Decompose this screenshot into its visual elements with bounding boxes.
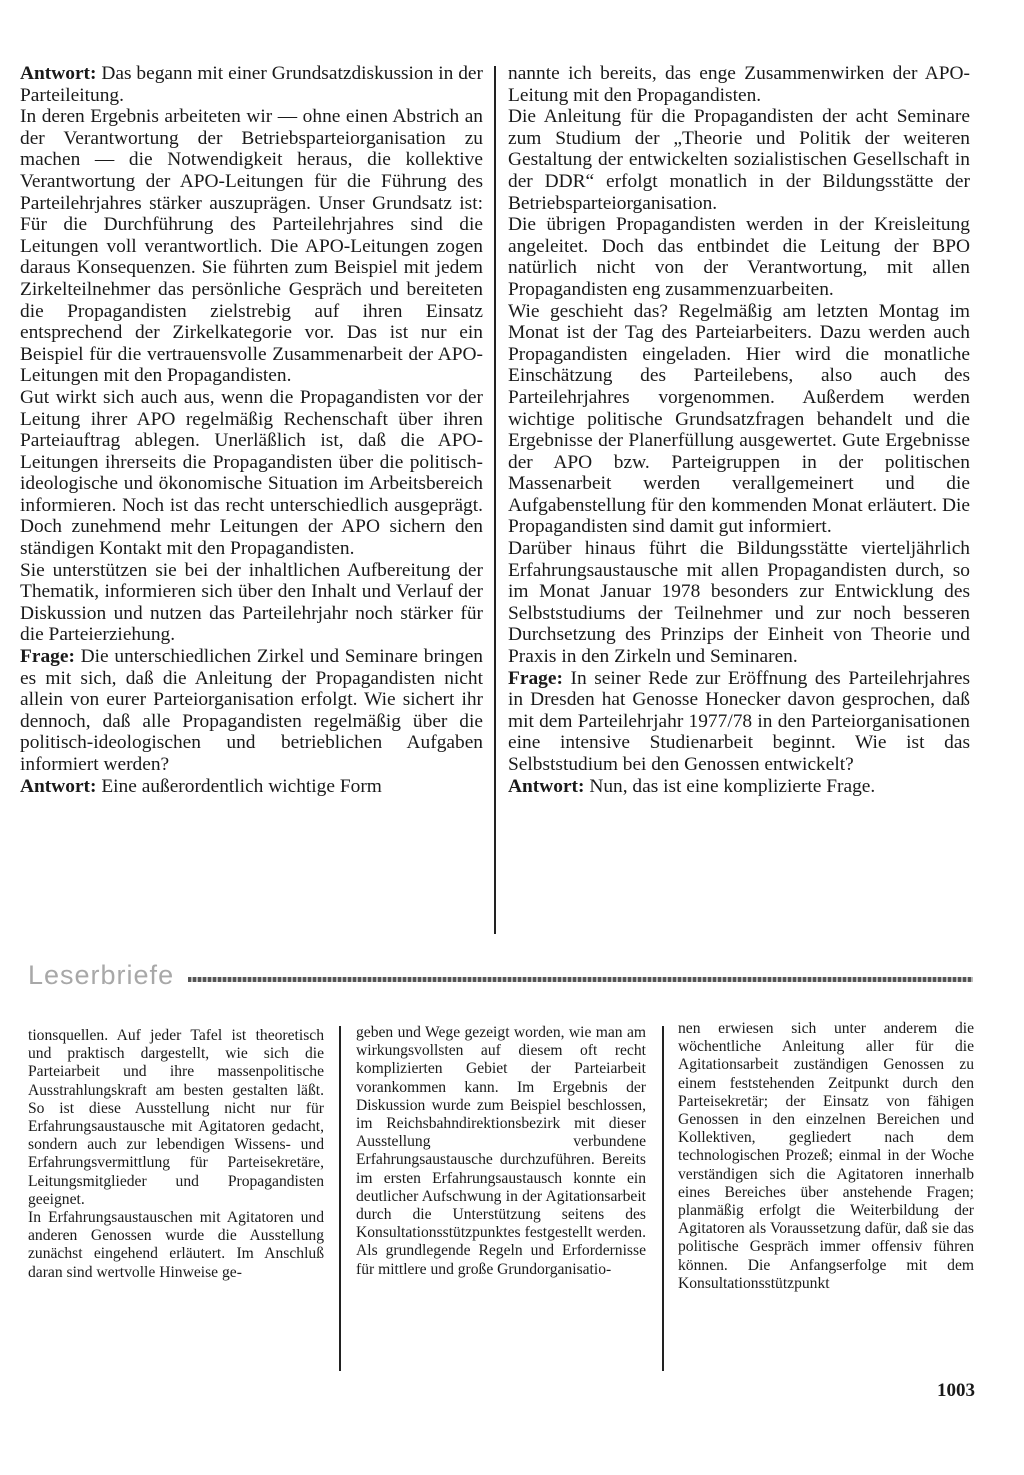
lower-column-3 — [678, 1020, 974, 1293]
lower-column-rule-2 — [662, 1026, 664, 1371]
paragraph-text: Die unterschiedlichen Zirkel und Seminare bringen es mit sich, daß die Anleitung der Propagandisten nicht allein von eurer Parteiorganisation erfolgt. Wie sichert ihr dennoch, daß alle Propagandisten regelmäßig über die politisch-ideologischen und betrieblichen Aufgaben informiert werden? — [20, 646, 483, 775]
paragraph-text: nannte ich bereits, das enge Zusammenwirken der APO-Leitung mit den Propagandisten. — [508, 63, 970, 106]
paragraph — [28, 1027, 324, 1209]
paragraph — [356, 1024, 646, 1279]
paragraph-text: Die übrigen Propagandisten werden in der Kreisleitung angeleitet. Doch das entbindet die Leitung der BPO natürlich nicht von der Verantwortung, mit allen Propagandisten eng zusammenzuarbeiten. — [508, 214, 970, 300]
paragraph — [20, 646, 483, 776]
paragraph-text: geben und Wege gezeigt worden, wie man am wirkungsvollsten auf diesem oft recht komplizierten Gebiet der Parteiarbeit vorankommen kann. Im Ergebnis der Diskussion wurde zum Beispiel beschlossen, im Reichsbahndirektionsbezirk mit dieser Ausstellung verbundene Erfahrungsaustausche durchzuführen. Bereits im ersten Erfahrungsaustausch konnte ein deutlicher Aufschwung in der Agitationsarbeit durch die Unterstützung seitens des Konsultationsstützpunktes festgestellt werden. Als grundlegende Regeln und Erfordernisse für mittlere und große Grundorganisatio- — [356, 1024, 646, 1278]
paragraph — [28, 1209, 324, 1282]
paragraph-text: Die Anleitung für die Propagandisten der acht Seminare zum Studium der „Theorie und Politik der weiteren Gestaltung der entwickelten sozialistischen Gesellschaft in der DDR“ erfolgt monatlich in der Bildungsstätte der Betriebsparteiorganisation. — [508, 106, 970, 214]
lower-column-1 — [28, 1027, 324, 1282]
paragraph-text: nen erwiesen sich unter anderem die wöchentliche Anleitung aller für die Agitationsarbeit zuständigen Genossen zu einem feststehenden Zeitpunkt durch den Parteisekretär; der Einsatz von fähigen Genossen in den einzelnen Bereichen und Kollektiven, gegliedert nach dem technologischen Prozeß; einmal in der Woche verständigen sich die Agitatoren innerhalb eines Bereiches über anstehende Fragen; planmäßig erfolgt die Weiterbildung der Agitatoren als Voraussetzung dafür, daß sie das politische Gespräch immer offensiv führen können. Die Anfangserfolge mit dem Konsultationsstützpunkt — [678, 1020, 974, 1292]
speaker-label: Antwort: — [20, 775, 97, 797]
section-heading: Leserbriefe — [28, 960, 175, 990]
paragraph — [508, 106, 970, 214]
speaker-label: Antwort: — [20, 63, 97, 84]
upper-column-rule — [494, 66, 496, 934]
lower-column-rule-1 — [339, 1026, 341, 1371]
heading-rule — [188, 977, 973, 982]
paragraph-text: Nun, das ist eine komplizierte Frage. — [584, 775, 876, 797]
paragraph-text: Sie unterstützen sie bei der inhaltlichen Aufbereitung der Thematik, informieren sich über den Inhalt und Verlauf der Diskussion und nutzen das Parteilehrjahr noch stärker für die Parteierziehung. — [20, 559, 483, 646]
speaker-label: Frage: — [20, 646, 75, 668]
paragraph — [508, 538, 970, 668]
paragraph-text: Wie geschieht das? Regelmäßig am letzten Montag im Monat ist der Tag des Parteiarbeiters. Dazu werden auch Propagandisten eingeladen. Hier wird die monatliche Einschätzung des Parteilebens, also auch des Parteilehrjahres vorgenommen. Außerdem werden wichtige politische Grundsatzfragen behandelt und die Ergebnisse der Planerfüllung ausgewertet. Gute Ergebnisse der APO bzw. Parteigruppen in der politischen Massenarbeit werden verallgemeinert und die Aufgabenstellung für den kommenden Monat erläutert. Die Propagandisten sind damit gut informiert. — [508, 300, 970, 538]
paragraph — [508, 301, 970, 539]
speaker-label: Frage: — [508, 667, 563, 689]
paragraph-text: tionsquellen. Auf jeder Tafel ist theoretisch und praktisch dargestellt, wie sich die Parteiarbeit und ihre massenpolitische Ausstrahlungskraft am besten gestalten läßt. So ist diese Ausstellung nicht nur für Erfahrungsaustausche mit Agitatoren gedacht, sondern auch zur lebendigen Wissens- und Erfahrungsvermittlung für Parteisekretäre, Leitungsmitglieder und Propagandisten geeignet. — [28, 1027, 324, 1208]
paragraph — [508, 668, 970, 776]
paragraph — [20, 63, 483, 106]
upper-right-column — [508, 63, 970, 797]
paragraph-text: Das begann mit einer Grundsatzdiskussion in der Parteileitung. — [20, 63, 483, 106]
paragraph — [20, 560, 483, 646]
paragraph-text: Gut wirkt sich auch aus, wenn die Propagandisten vor der Leitung ihrer APO regelmäßig Rechenschaft über ihren Parteiauftrag ablegen. Unerläßlich ist, daß die APO-Leitungen ihrerseits die Propagandisten über die politisch-ideologische und ökonomische Situation im Arbeitsbereich informieren. Noch ist das recht unterschiedlich ausgeprägt. Doch zunehmend mehr Leitungen der APO sichern den ständigen Kontakt mit den Propagandisten. — [20, 386, 483, 560]
paragraph — [20, 776, 483, 798]
paragraph — [508, 63, 970, 106]
upper-left-column — [20, 63, 483, 797]
paragraph — [20, 387, 483, 560]
paragraph — [678, 1020, 974, 1293]
paragraph — [20, 106, 483, 387]
page-number: 1003 — [937, 1380, 975, 1401]
paragraph — [508, 214, 970, 300]
paragraph-text: In deren Ergebnis arbeiteten wir — ohne einen Abstrich an der Verantwortung der Betriebsparteiorganisation zu machen — die Notwendigkeit heraus, die kollektive Verantwortung der APO-Leitungen für die Führung des Parteilehrjahres stärker auszuprägen. Unser Grundsatz ist: Für die Durchführung des Parteilehrjahres sind die Leitungen voll verantwortlich. Die APO-Leitungen zogen daraus Konsequenzen. Sie führten zum Beispiel mit jedem Zirkelteilnehmer das persönliche Gespräch und bereiteten die Propagandisten zielstrebig auf ihren Einsatz entsprechend der Zirkelkategorie vor. Das ist nur ein Beispiel für die vertrauensvolle Zusammenarbeit der APO-Leitungen mit den Propagandisten. — [20, 106, 483, 387]
lower-column-2 — [356, 1024, 646, 1279]
paragraph — [508, 776, 970, 798]
speaker-label: Antwort: — [508, 775, 585, 797]
paragraph-text: Eine außerordentlich wichtige Form — [96, 775, 382, 797]
paragraph-text: In Erfahrungsaustauschen mit Agitatoren und anderen Genossen wurde die Ausstellung zunächst eingehend erläutert. Im Anschluß daran sind wertvolle Hinweise ge- — [28, 1209, 324, 1281]
paragraph-text: In seiner Rede zur Eröffnung des Parteilehrjahres in Dresden hat Genosse Honecker davon gesprochen, daß mit dem Parteilehrjahr 1977/78 in den Parteiorganisationen eine intensive Studienarbeit beginnt. Wie ist das Selbststudium bei den Genossen entwickelt? — [508, 667, 970, 775]
paragraph-text: Darüber hinaus führt die Bildungsstätte vierteljährlich Erfahrungsaustausche mit allen Propagandisten durch, so im Monat Januar 1978 besonders zur Entwicklung des Selbststudiums der Teilnehmer und zur noch besseren Durchsetzung des Prinzips der Einheit von Theorie und Praxis in den Zirkeln und Seminaren. — [508, 538, 970, 668]
